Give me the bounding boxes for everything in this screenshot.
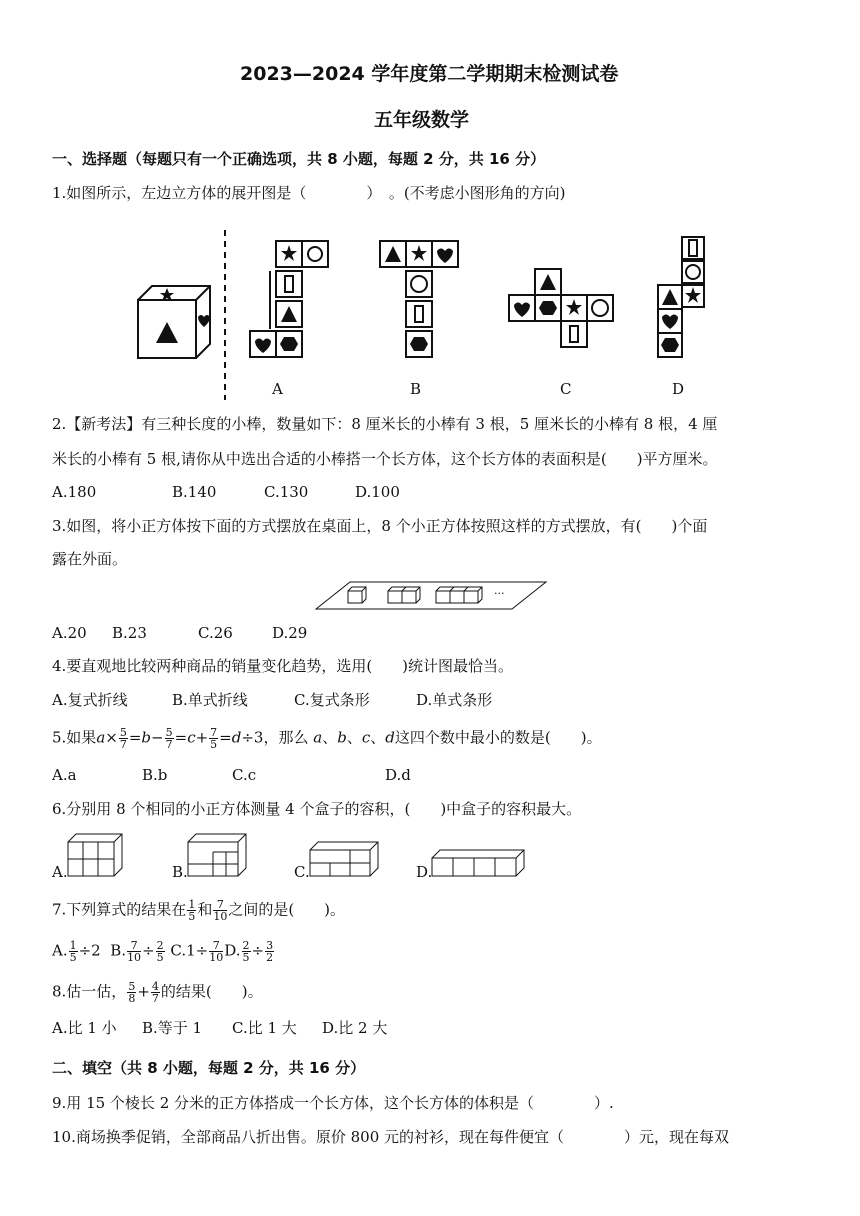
q3-cube-row-figure <box>310 578 550 612</box>
q8-option-d: D.比 2 大 <box>322 1019 388 1037</box>
q7-options: A. $\frac{1}{5}$ ÷2 B. $\frac{7}{10}$ ÷ $\frac{2}{5}$ C.1÷ $\frac{7}{10}$ D. $\frac{2}{5}$ ÷ $\frac{3}{2}$ <box>52 939 274 964</box>
q1-label-d: D <box>672 380 685 398</box>
q2-option-c: C.130 <box>264 483 309 501</box>
q6-label-c: C. <box>294 863 310 881</box>
q5-prefix: 5.如果 <box>52 728 97 747</box>
q3-option-c: C.26 <box>198 624 233 642</box>
q4-option-a: A.复式折线 <box>52 691 128 709</box>
section-heading-fill: 二、填空（共 8 小题，每题 2 分，共 16 分） <box>52 1059 366 1077</box>
q4-option-c: C.复式条形 <box>294 691 370 709</box>
q7-prefix: 7.下列算式的结果在 <box>52 900 187 919</box>
q6-label-a: A. <box>52 863 68 881</box>
q6-label-d: D. <box>416 863 433 881</box>
q1-label-b: B <box>410 380 422 398</box>
q3-option-a: A.20 <box>52 624 87 642</box>
q3-ellipsis: ··· <box>494 587 505 600</box>
q5-option-a: A.a <box>52 766 77 784</box>
q2-option-b: B.140 <box>172 483 217 501</box>
q5-mid: 这四个数中最小的数是( )。 <box>394 728 602 747</box>
question-10: 10.商场换季促销，全部商品八折出售。原价 800 元的衬衫，现在每件便宜（ ）元，现在每双 <box>52 1128 730 1146</box>
q6-boxes-figure <box>66 830 526 880</box>
q1-label-c: C <box>560 380 572 398</box>
question-3-line2: 露在外面。 <box>52 550 128 568</box>
q7-suffix: 之间的是( )。 <box>228 900 346 919</box>
question-9: 9.用 15 个棱长 2 分米的正方体搭成一个长方体，这个长方体的体积是（ ）. <box>52 1094 614 1112</box>
question-3-line1: 3.如图，将小正方体按下面的方式摆放在桌面上，8 个小正方体按照这样的方式摆放，有( )个面 <box>52 517 708 535</box>
question-6: 6.分别用 8 个相同的小正方体测量 4 个盒子的容积，( )中盒子的容积最大。 <box>52 800 582 818</box>
question-7: 7.下列算式的结果在 $\frac{1}{5}$ 和 $\frac{7}{10}$ 之间的是( )。 <box>52 898 346 923</box>
q1-cube-figure <box>130 225 730 405</box>
q5-option-c: C.c <box>232 766 257 784</box>
question-4: 4.要直观地比较两种商品的销量变化趋势，选用( )统计图最恰当。 <box>52 657 514 675</box>
page-title: 2023—2024 学年度第二学期期末检测试卷 <box>240 63 619 85</box>
q1-label-a: A <box>272 380 283 398</box>
q6-label-b: B. <box>172 863 188 881</box>
q8-suffix: 的结果( )。 <box>160 982 263 1001</box>
section-heading-choice: 一、选择题（每题只有一个正确选项，共 8 小题，每题 2 分，共 16 分） <box>52 150 546 168</box>
q8-option-b: B.等于 1 <box>142 1019 203 1037</box>
q4-option-d: D.单式条形 <box>416 691 493 709</box>
q3-option-b: B.23 <box>112 624 147 642</box>
q7-and: 和 <box>197 900 213 919</box>
question-2-line2: 米长的小棒有 5 根,请你从中选出合适的小棒搭一个长方体，这个长方体的表面积是( )平方厘米。 <box>52 450 718 468</box>
q2-option-d: D.100 <box>355 483 400 501</box>
q8-prefix: 8.估一估， <box>52 982 127 1001</box>
question-8: 8.估一估， $\frac{5}{8}$ + $\frac{4}{7}$ 的结果( )。 <box>52 980 263 1005</box>
q5-option-d: D.d <box>385 766 411 784</box>
page-subtitle: 五年级数学 <box>374 109 470 131</box>
q4-option-b: B.单式折线 <box>172 691 248 709</box>
q3-option-d: D.29 <box>272 624 308 642</box>
question-5: 5.如果a× $\frac{5}{7}$ =b− $\frac{5}{7}$ =c+ $\frac{7}{5}$ =d÷3，那么 a、b、c、d这四个数中最小的数是( )。 <box>52 726 602 751</box>
q8-option-a: A.比 1 小 <box>52 1019 117 1037</box>
question-2-line1: 2.【新考法】有三种长度的小棒，数量如下：8 厘米长的小棒有 3 根，5 厘米长的小棒有 8 根，4 厘 <box>52 415 718 433</box>
q8-option-c: C.比 1 大 <box>232 1019 297 1037</box>
q2-option-a: A.180 <box>52 483 97 501</box>
q5-option-b: B.b <box>142 766 168 784</box>
question-1: 1.如图所示，左边立方体的展开图是（ ） 。(不考虑小图形角的方向) <box>52 184 566 202</box>
